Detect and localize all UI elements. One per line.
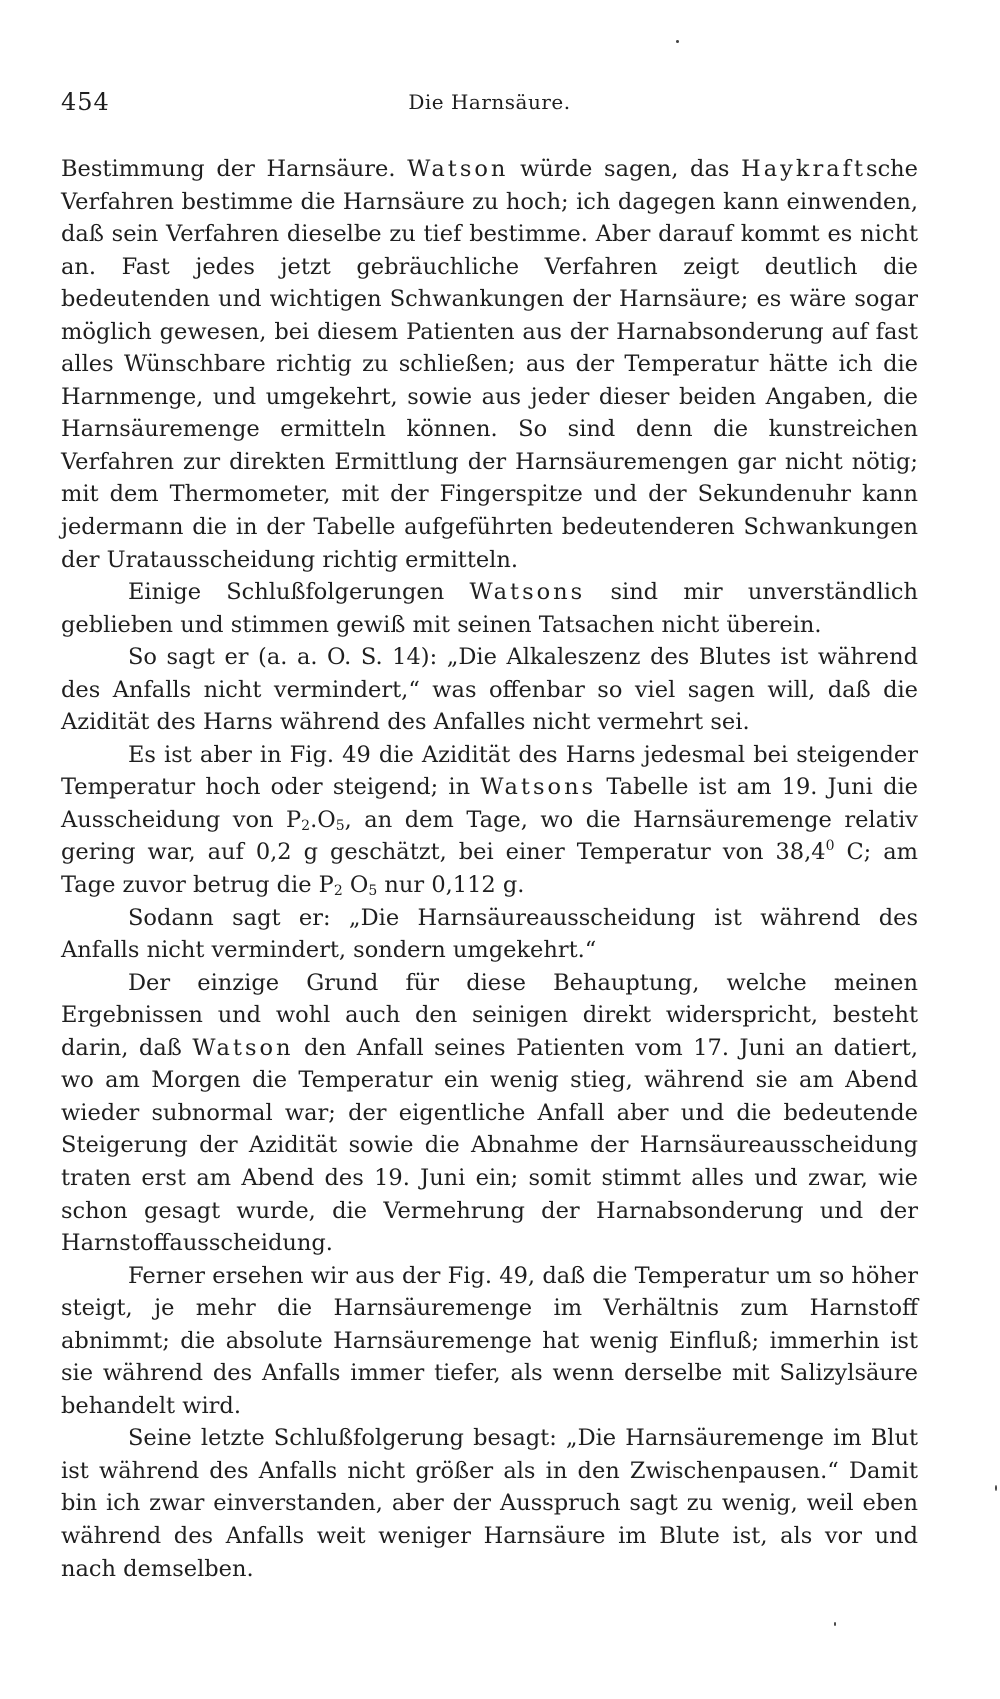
text-run: Ferner ersehen wir aus der Fig. 49, daß die Temperatur um so höher steigt, je mehr die Harnsäuremenge im Verhältnis zum Harnstoff abnimmt; die absolute Harnsäuremenge hat wenig Einfluß; immerhin ist sie während des Anfalls immer tiefer, als wenn derselbe mit Salizylsäure behandelt wird. bbox=[61, 1262, 918, 1419]
scan-speck bbox=[995, 1485, 997, 1491]
text-run: Einige Schlußfolgerungen bbox=[128, 579, 470, 606]
text-run: C; am Tage zuvor betrug die P bbox=[61, 839, 918, 899]
text-run: Tabelle ist am 19. Juni die Ausscheidung von P bbox=[61, 774, 918, 833]
scan-speck bbox=[834, 1622, 836, 1626]
text-run: den Anfall seines Patienten vom 17. Juni an datiert, wo am Morgen die Temperatur ein wenig stieg, während sie am Abend wieder subnormal war; der eigentliche Anfall aber und die bedeutende Steigerung der Azidität sowie die Abnahme der Harnsäureausscheidung traten erst am Abend des 19. Juni ein; somit stimmt alles und zwar, wie schon gesagt wurde, die Vermehrung der Harnabsonderung und der Harnstoffausscheidung. bbox=[61, 1034, 918, 1257]
subscript: 2 bbox=[301, 817, 311, 834]
spaced-name: Watson bbox=[407, 156, 509, 182]
paragraph bbox=[61, 902, 918, 967]
paragraph bbox=[61, 576, 918, 641]
text-run: So sagt er (a. a. O. S. 14): „Die Alkaleszenz des Blutes ist während des Anfalls nicht vermindert,“ was offenbar so viel sagen will, daß die Azidität des Harns während des Anfalles nicht vermehrt sei. bbox=[61, 644, 918, 736]
text-run: nur 0,112 g. bbox=[377, 872, 525, 899]
text-run: Sodann sagt er: „Die Harnsäureausscheidung ist während des Anfalls nicht vermindert, sondern umgekehrt.“ bbox=[61, 904, 918, 964]
body-text bbox=[61, 153, 918, 1585]
paragraph bbox=[61, 739, 918, 902]
page-number: 454 bbox=[61, 88, 110, 116]
text-run: Es ist aber in Fig. 49 die Azidität des Harns jedesmal bei steigender Temperatur hoch oder steigend; in bbox=[61, 741, 918, 801]
subscript: 5 bbox=[368, 883, 378, 900]
paragraph bbox=[61, 967, 918, 1260]
text-run: Bestimmung der Harnsäure. bbox=[61, 156, 408, 182]
text-run: Seine letzte Schlußfolgerung besagt: „Die Harnsäuremenge im Blut ist während des Anfalls nicht größer als in den Zwischenpausen.“ Damit bin ich zwar einverstanden, aber der Ausspruch sagt zu wenig, weil eben während des Anfalls weit weniger Harnsäure im Blute ist, als vor und nach demselben. bbox=[61, 1425, 918, 1582]
text-run: Der einzige Grund für diese Behauptung, welche meinen Ergebnissen und wohl auch den seinigen direkt widerspricht, besteht darin, daß bbox=[61, 969, 918, 1061]
superscript: 0 bbox=[825, 838, 835, 855]
subscript: 2 bbox=[333, 883, 343, 900]
text-run: würde sagen, das bbox=[508, 156, 742, 182]
paragraph bbox=[61, 1422, 918, 1585]
spaced-name: Watson bbox=[192, 1034, 294, 1061]
text-run: O bbox=[342, 872, 369, 899]
page-header bbox=[61, 88, 918, 128]
running-title: Die Harnsäure. bbox=[408, 90, 571, 114]
text-run: , an dem Tage, wo die Harnsäuremenge relativ gering war, auf 0,2 g geschätzt, bei einer Temperatur von 38,4 bbox=[61, 806, 918, 866]
spaced-name: Watsons bbox=[469, 579, 586, 606]
subscript: 5 bbox=[335, 817, 345, 834]
text-run: .O bbox=[310, 806, 336, 833]
scan-speck bbox=[676, 40, 679, 43]
paragraph bbox=[61, 153, 918, 576]
paragraph bbox=[61, 641, 918, 739]
paragraph bbox=[61, 1260, 918, 1423]
text-run: sche Verfahren bestimme die Harnsäure zu hoch; ich dagegen kann einwenden, daß sein Verfahren dieselbe zu tief bestimme. Aber darauf kommt es nicht an. Fast jedes jetzt gebräuchliche Verfahren zeigt deutlich die bedeutenden und wichtigen Schwankungen der Harnsäure; es wäre sogar möglich gewesen, bei diesem Patienten aus der Harnabsonderung auf fast alles Wünschbare richtig zu schließen; aus der Temperatur hätte ich die Harnmenge, und umgekehrt, sowie aus jeder dieser beiden Angaben, die Harnsäuremenge ermitteln können. So sind denn die kunstreichen Verfahren zur direkten Ermittlung der Harnsäuremengen gar nicht nötig; mit dem Thermometer, mit der Fingerspitze und der Sekundenuhr kann jedermann die in der Tabelle aufgeführten bedeutenderen Schwankungen der Uratausscheidung richtig ermitteln. bbox=[61, 156, 918, 573]
spaced-name: Watsons bbox=[480, 774, 597, 801]
spaced-name: Haykraft bbox=[741, 156, 867, 182]
text-run: sind mir unverständlich geblieben und stimmen gewiß mit seinen Tatsachen nicht überein. bbox=[61, 579, 918, 638]
